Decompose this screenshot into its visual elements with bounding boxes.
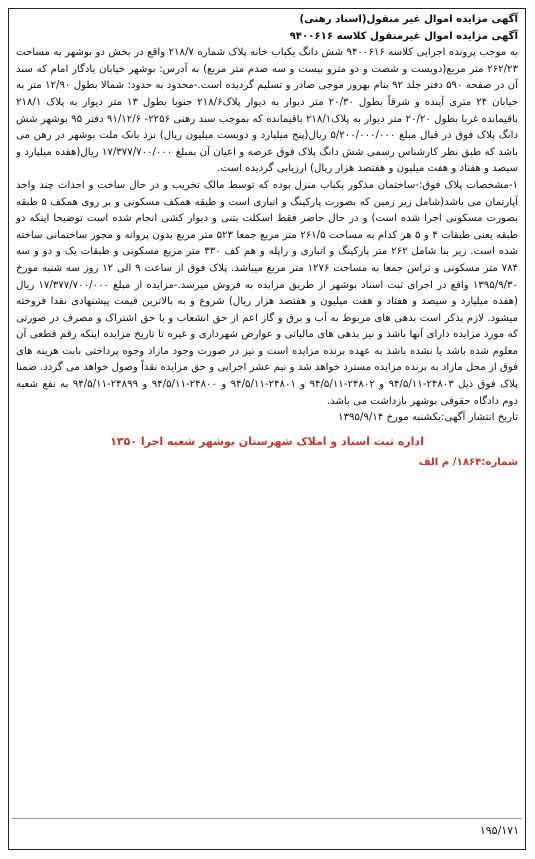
reference-code: ۱۹۵/۱۷۱ [479,824,519,837]
notice-body-property: به موجب پرونده اجرایی کلاسه ۹۴۰۰۶۱۶ شش دانگ یکباب خانه پلاک شماره ۲۱۸/۷ واقع در بخش دو بوشهر به مساحت ۲۶۲/۲۳ متر مربع(دویست و شصت و دو مترو بیست و سه صدم متر مربع) به آدرس: بوشهر خیابان یادگار امام که سند آن در صفحه ۵۹۰ دفتر جلد ۹۲ بنام بهروز موجی صادر و تسلیم گردیده است.-محدود به حدود: شمالا بطول ۱۲/۹۰ متر به خیابان ۲۴ متری آینده و شرقاً بطول ۲۰/۳۰ متر دیوار به دیوار پلاک۲۱۸/۶ جنوبا بطول ۱۳ متر دیوار به پلاک ۲۱۸/۱ باقیمانده غربا بطول ۲۰/۲۰ متر دیوار به پلاک۲۱۸/۱ باقیمانده که بموجب سند رهنی ۲۲۵۶- ۹۱/۱۲/۶ دفتر ۹۵ بوشهر شش دانگ پلاک فوق در قبال مبلغ ۵/۲۰۰/۰۰۰/۰۰۰ ریال(پنج میلیارد و دویست میلیون ریال) نزد بانک ملت بوشهر در رهن می باشد که طبق نظر کارشناس رسمی شش دانگ پلاک فوق عرصه و اعیان آن بمبلغ ۱۷/۳۷۷/۷۰۰/۰۰۰ ریال(هفده میلیارد و سیصد و هفتاد و هفت میلیون و هفتصد هزار ریال) ارزیابی گردیده است. [16,47,519,175]
publish-date: تاریخ انتشار آگهی:یکشنبه مورخ ۱۳۹۵/۹/۱۴ [338,412,518,424]
notice-title-secondary: آگهی مزایده اموال غیرمنقول کلاسه ۹۴۰۰۶۱۶ [289,30,518,42]
issuing-office: اداره ثبت اسناد و املاک شهرستان بوشهر شعبه اجرا ۱۳۵۰ [110,434,424,448]
legal-notice [16,12,518,472]
notice-number: شماره:۱۸۶۴/ م الف [418,457,518,469]
notice-body-specifications: ۱-مشخصات پلاک فوق:-ساختمان مذکور یکباب منزل بوده که توسط مالک تخریب و در حال ساخت و احداث چند واحد آپارتمان می باشد(شامل زیر زمین که بصورت پارکینگ و انباری است و طبقه همکف مسکونی و بر روی همکف ۵ طبقه بصورت مسکونی اجرا شده است) و در حال حاضر فقط اسکلت بتنی و دیوار کشی انجام شده است توضیحا اینکه دو طبقه یعنی طبقات ۴ و ۵ هر کدام به مساحت ۲۶۱/۵ متر مربع جمعا ۵۲۳ متر مربع بدون پروانه و مجوز ساختمانی ساخته شده است. زیر بنا شامل ۲۶۲ متر پارکینگ و انباری و راپله و هم کف ۳۳۰ متر مربع مسکونی و طبقات یک و دو و سه ۷۸۴ متر مسکونی و تراس جمعا به مساحت ۱۲۷۶ متر مربع میباشد. پلاک فوق از ساعت ۹ الی ۱۲ روز سه شنبه مورخ ۱۳۹۵/۹/۳۰ واقع در اجرای ثبت اسناد بوشهر از طریق مزایده به فروش میرسد.-مزایده از مبلغ ۱۷/۳۷۷/۷۰۰/۰۰۰ ریال (هفده میلیارد و سیصد و هفتاد و هفت میلیون و هفتصد هزار ریال) شروع و به بالاترین قیمت پیشنهادی نقدا فروخته میشود. لازم بذکر است بدهی های مربوط به آب و برق و گاز اعم از حق انشعاب و یا حق اشتراک و مصرف در صورتی که مورد مزایده دارای آنها باشد و نیز بدهی های مالیاتی و عوارض شهرداری و غیره تا تاریخ مزایده اینکه رقم قطعی آن معلوم شده باشد یا نشده باشد به عهده برنده مزایده است و نیز در صورت وجود مازاد وجوه پرداختی بابت هزینه های فوق از محل مازاد به برنده مزایده مسترد خواهد شد و نیم عشر اجرایی و حق مزایده نقداً وصول خواهد می گردد. ضمنا پلاک فوق ذیل ۲۴۸۰۳-۹۴/۵/۱۱ و ۲۴۸۰۲-۹۴/۵/۱۱ و ۲۴۸۰۱-۹۴/۵/۱۱ و ۲۴۸۰۰-۹۴/۵/۱۱ و ۲۴۸۹۹-۹۴/۵/۱۱ به نفع شعبه دوم دادگاه حقوقی بوشهر بازداشت می باشد. [16,179,519,407]
footer-divider [12,818,522,819]
notice-title-primary: آگهی مزایده اموال غیر منقول(اسناد رهنی) [299,14,518,25]
